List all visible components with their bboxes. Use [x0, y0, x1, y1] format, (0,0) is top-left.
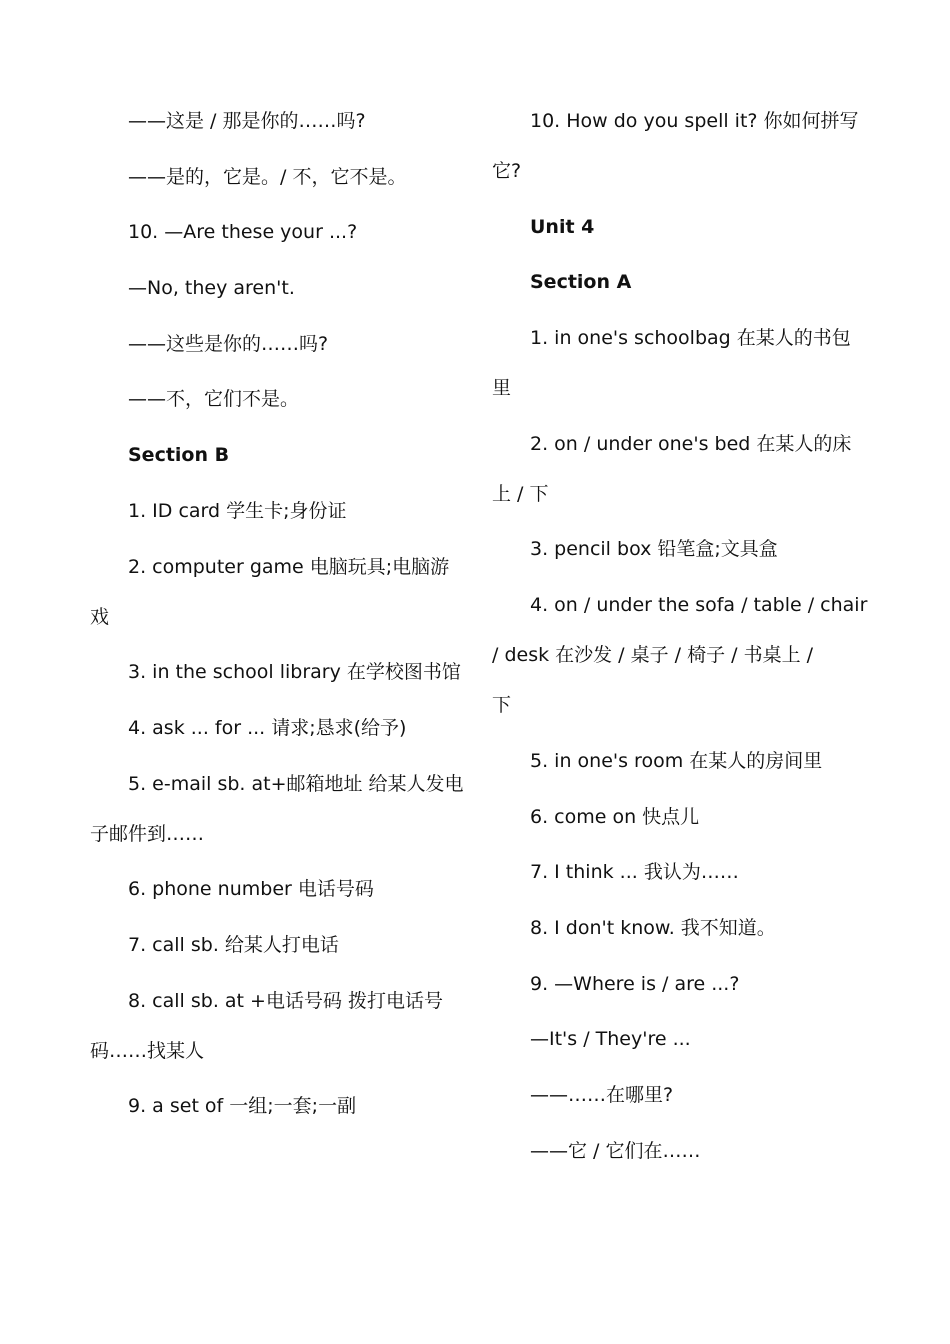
section-heading: Section A: [530, 271, 632, 294]
left-column: [90, 96, 462, 1137]
text-line: 5. in one's room 在某人的房间里: [530, 749, 823, 772]
text-line: 6. phone number 电话号码: [128, 878, 374, 901]
text-line: 3. in the school library 在学校图书馆: [128, 661, 461, 684]
text-line: 1. ID card 学生卡;身份证: [128, 499, 347, 522]
text-line: 上 / 下: [492, 482, 549, 505]
text-line: ——是的，它是。/ 不，它不是。: [128, 165, 407, 188]
text-line: 8. I don't know. 我不知道。: [530, 916, 776, 939]
text-line: —No, they aren't.: [128, 277, 295, 300]
text-line: 7. call sb. 给某人打电话: [128, 933, 339, 956]
text-line: 10. —Are these your ...?: [128, 221, 358, 244]
text-line: 它?: [492, 160, 522, 182]
text-line: 下: [492, 694, 512, 717]
text-line: 1. in one's schoolbag 在某人的书包: [530, 327, 851, 350]
text-line: 3. pencil box 铅笔盒;文具盒: [530, 538, 778, 561]
text-line: 里: [492, 377, 512, 400]
text-line: 7. I think ... 我认为……: [530, 861, 739, 884]
text-line: 子邮件到……: [90, 822, 205, 845]
text-line: 戏: [90, 605, 110, 628]
section-heading: Section B: [128, 444, 230, 467]
section-heading: Unit 4: [530, 215, 595, 238]
text-line: 6. come on 快点儿: [530, 805, 700, 828]
text-line: 4. on / under the sofa / table / chair: [530, 594, 868, 617]
text-line: 4. ask ... for ... 请求;恳求(给予): [128, 716, 407, 739]
right-column: [492, 96, 868, 1181]
text-line: ——这些是你的……吗?: [128, 332, 329, 355]
text-line: 10. How do you spell it? 你如何拼写: [530, 110, 859, 132]
text-line: 2. computer game 电脑玩具;电脑游: [128, 555, 450, 578]
text-line: 8. call sb. at +电话号码 拨打电话号: [128, 989, 443, 1012]
text-line: 码……找某人: [90, 1039, 205, 1062]
text-line: ——不，它们不是。: [128, 388, 300, 411]
text-line: —It's / They're ...: [530, 1028, 691, 1051]
text-line: ——它 / 它们在……: [530, 1139, 701, 1162]
text-line: 5. e-mail sb. at+邮箱地址 给某人发电: [128, 772, 464, 795]
text-line: / desk 在沙发 / 桌子 / 椅子 / 书桌上 /: [492, 644, 814, 667]
text-line: ——这是 / 那是你的……吗?: [128, 110, 366, 132]
text-line: ——……在哪里?: [530, 1083, 674, 1106]
text-line: 2. on / under one's bed 在某人的床: [530, 432, 852, 455]
text-line: 9. a set of 一组;一套;一副: [128, 1095, 357, 1118]
text-line: 9. —Where is / are ...?: [530, 972, 740, 995]
